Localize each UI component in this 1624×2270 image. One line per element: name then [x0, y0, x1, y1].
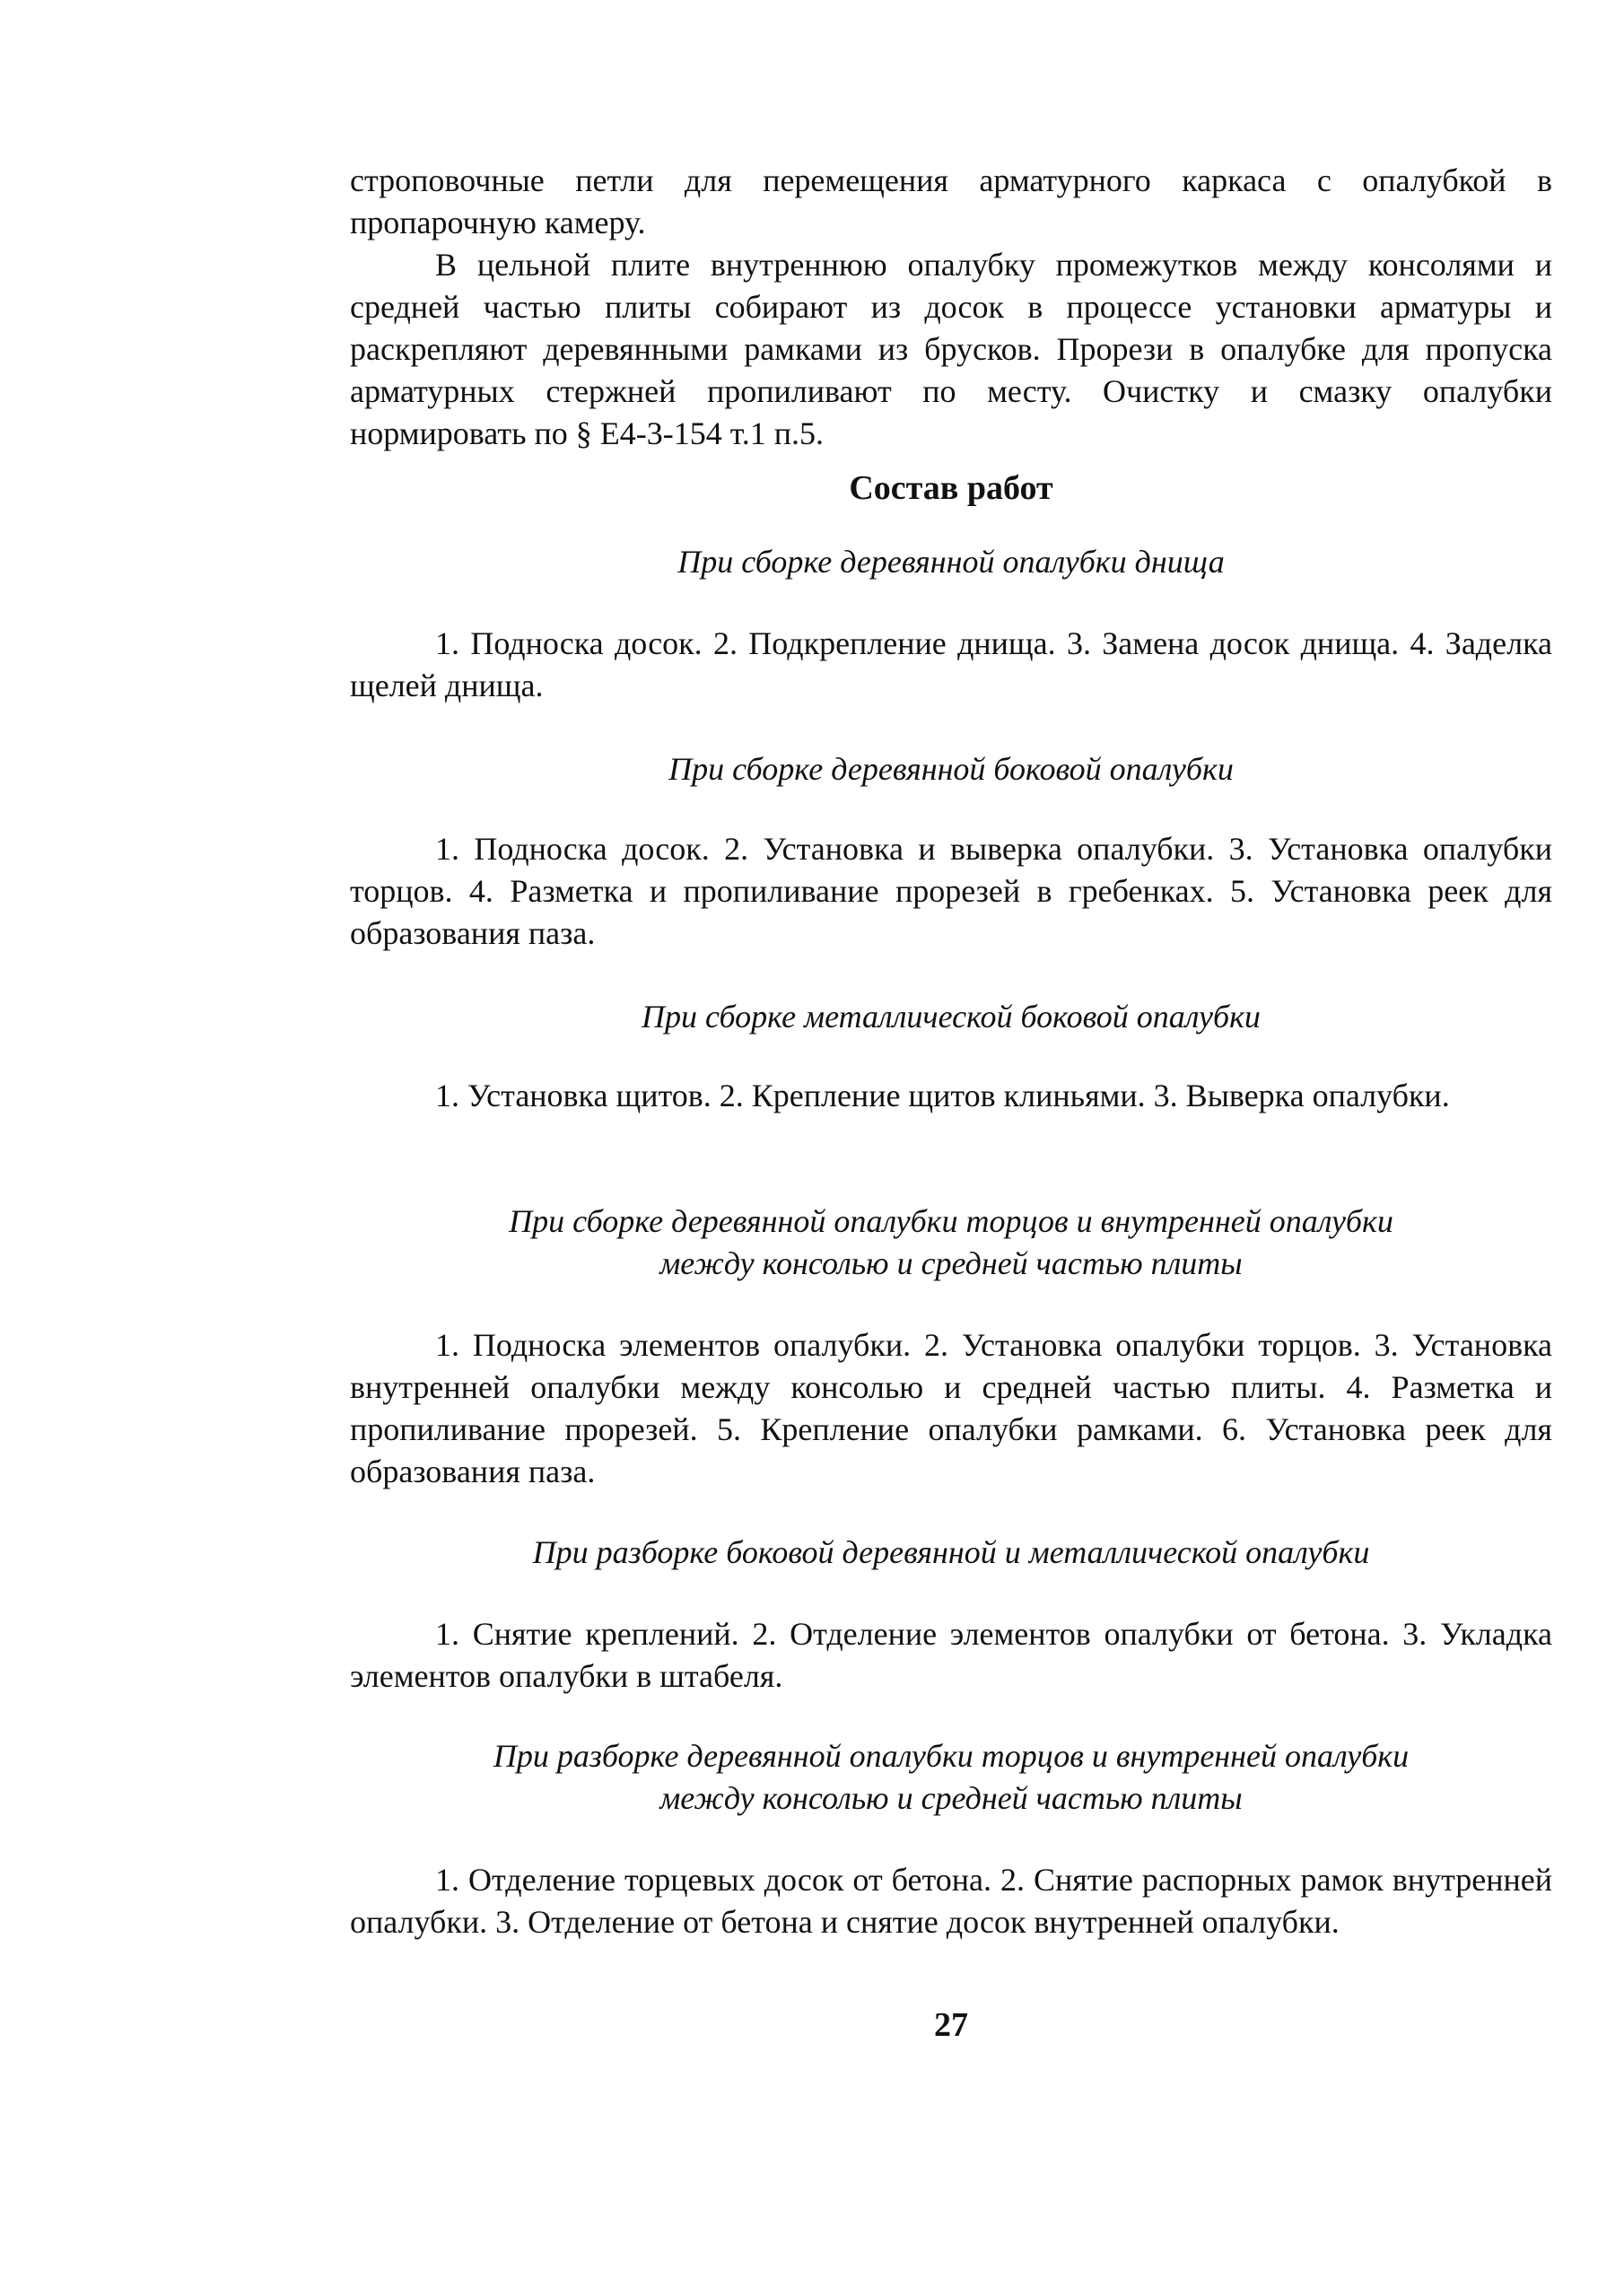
intro-paragraph-2: В цельной плите внутреннюю опалубку промежутков между консолями и средней частью плиты собирают из досок в процессе установки арматуры и раскрепляют деревянными рамками из брусков. Прорези в опалубке для пропуска арматурных стержней пропиливают по месту. Очистку и смазку опалубки нормировать по § Е4-3-154 т.1 п.5. [350, 247, 1552, 451]
subsection-title-3: При сборке металлической боковой опалубки [642, 999, 1261, 1035]
subsection-title-1: При сборке деревянной опалубки днища [677, 544, 1225, 580]
subsection-text-2: 1. Подноска досок. 2. Установка и выверка опалубки. 3. Установка опалубки торцов. 4. Разметка и пропиливание прорезей в гребенках. 5. Установка реек для образования паза. [350, 831, 1552, 951]
subsection-title-4-line-1: При сборке деревянной опалубки торцов и внутренней опалубки [509, 1203, 1393, 1239]
section-title: Состав работ [849, 469, 1053, 507]
subsection-title-6-line-2: между консолью и средней частью плиты [659, 1780, 1243, 1816]
intro-paragraph-1: строповочные петли для перемещения арматурного каркаса с опалубкой в пропарочную камеру. [350, 162, 1552, 240]
page-number: 27 [934, 2006, 968, 2044]
subsection-title-5: При разборке боковой деревянной и металлической опалубки [532, 1534, 1370, 1570]
subsection-text-3: 1. Установка щитов. 2. Крепление щитов клиньями. 3. Выверка опалубки. [435, 1078, 1450, 1113]
subsection-text-4: 1. Подноска элементов опалубки. 2. Установка опалубки торцов. 3. Установка внутренней опалубки между консолью и средней частью плиты. 4. Разметка и пропиливание прорезей. 5. Крепление опалубки рамками. 6. Установка реек для образования паза. [350, 1327, 1552, 1489]
subsection-text-1: 1. Подноска досок. 2. Подкрепление днища. 3. Замена досок днища. 4. Заделка щелей днища. [350, 625, 1552, 703]
subsection-title-6 [350, 1735, 1552, 1820]
subsection-title-2: При сборке деревянной боковой опалубки [668, 751, 1234, 787]
subsection-title-6-line-1: При разборке деревянной опалубки торцов и внутренней опалубки [493, 1738, 1410, 1774]
subsection-title-4-line-2: между консолью и средней частью плиты [659, 1245, 1243, 1281]
subsection-text-6: 1. Отделение торцевых досок от бетона. 2. Снятие распорных рамок внутренней опалубки. 3. Отделение от бетона и снятие досок внутренней опалубки. [350, 1862, 1552, 1940]
subsection-text-5: 1. Снятие креплений. 2. Отделение элементов опалубки от бетона. 3. Укладка элементов опалубки в штабеля. [350, 1616, 1552, 1694]
subsection-title-4 [350, 1200, 1552, 1285]
